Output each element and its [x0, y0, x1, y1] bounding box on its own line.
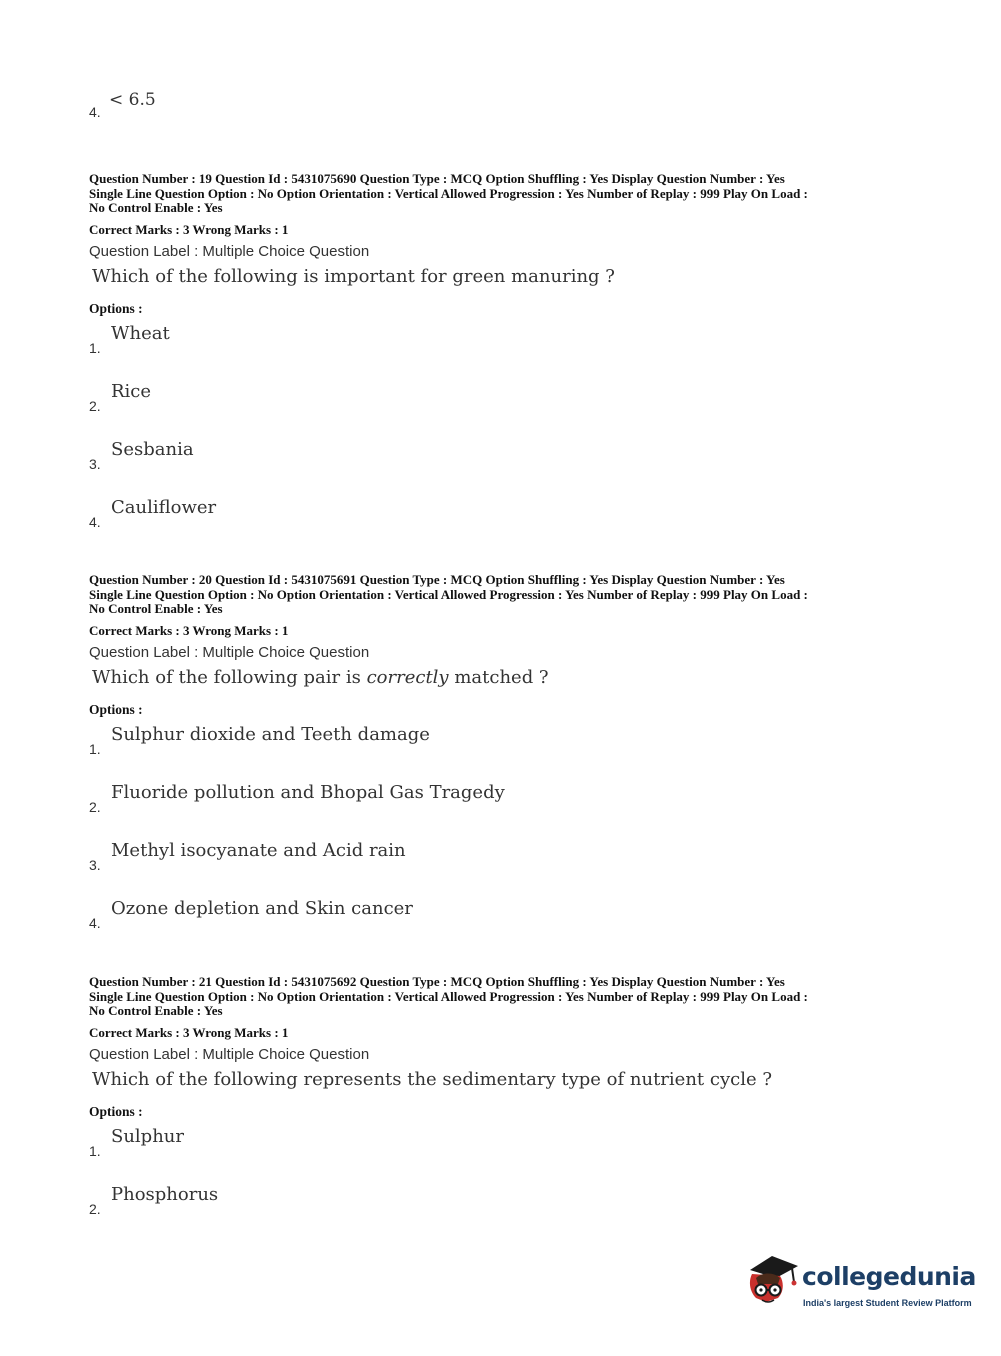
mascot-icon — [742, 1248, 802, 1312]
question-marks: Correct Marks : 3 Wrong Marks : 1 — [89, 1024, 289, 1040]
question-19 — [89, 172, 919, 555]
option-number: 2. — [89, 798, 101, 815]
meta-line: No Control Enable : Yes — [89, 1003, 223, 1018]
meta-line: No Control Enable : Yes — [89, 601, 223, 616]
option-text: Cauliflower — [111, 496, 217, 518]
option-2[interactable] — [89, 381, 919, 439]
options-list — [89, 724, 919, 956]
option-number: 3. — [89, 455, 101, 472]
option-text: Phosphorus — [111, 1183, 219, 1205]
option-text: < 6.5 — [109, 90, 156, 110]
option-text: Ozone depletion and Skin cancer — [111, 897, 413, 919]
option-3[interactable] — [89, 439, 919, 497]
options-list — [89, 323, 919, 555]
option-2[interactable] — [89, 1184, 919, 1242]
options-heading: Options : — [89, 1103, 143, 1119]
option-number: 1. — [89, 339, 101, 356]
option-number: 4. — [89, 104, 101, 120]
meta-line: Single Line Question Option : No Option Orientation : Vertical Allowed Progression : Yes Number of Replay : 999 Play On Load : — [89, 586, 808, 602]
brand-tagline: India's largest Student Review Platform — [803, 1298, 972, 1308]
question-meta — [89, 172, 919, 216]
meta-line: Question Number : 20 Question Id : 5431075691 Question Type : MCQ Option Shuffling : Yes Display Question Number : Yes — [89, 572, 785, 587]
meta-line: Question Number : 19 Question Id : 5431075690 Question Type : MCQ Option Shuffling : Yes Display Question Number : Yes — [89, 171, 785, 186]
option-text: Rice — [111, 380, 152, 402]
option-1[interactable] — [89, 724, 919, 782]
question-marks: Correct Marks : 3 Wrong Marks : 1 — [89, 221, 289, 237]
option-text: Sulphur — [111, 1125, 184, 1147]
question-meta — [89, 975, 919, 1019]
meta-line: Single Line Question Option : No Option Orientation : Vertical Allowed Progression : Yes Number of Replay : 999 Play On Load : — [89, 988, 808, 1004]
collegedunia-logo — [742, 1248, 976, 1318]
question-label: Question Label : Multiple Choice Question — [89, 1045, 370, 1063]
option-number: 4. — [89, 513, 101, 530]
option-1[interactable] — [89, 1126, 919, 1184]
option-4[interactable] — [89, 497, 919, 555]
question-text-end: matched ? — [448, 666, 549, 688]
question-text-main: Which of the following pair is — [92, 666, 367, 688]
question-marks: Correct Marks : 3 Wrong Marks : 1 — [89, 622, 289, 638]
option-text: Fluoride pollution and Bhopal Gas Tragedy — [111, 781, 505, 803]
option-2[interactable] — [89, 782, 919, 840]
option-number: 2. — [89, 1200, 101, 1217]
option-number: 1. — [89, 1142, 101, 1159]
options-heading: Options : — [89, 701, 143, 717]
option-4[interactable] — [89, 898, 919, 956]
question-text — [92, 1069, 919, 1090]
question-label: Question Label : Multiple Choice Question — [89, 643, 370, 661]
option-number: 1. — [89, 740, 101, 757]
options-list — [89, 1126, 919, 1242]
question-20 — [89, 573, 919, 956]
options-heading: Options : — [89, 300, 143, 316]
question-meta — [89, 573, 919, 617]
option-text: Sulphur dioxide and Teeth damage — [111, 723, 430, 745]
meta-line: No Control Enable : Yes — [89, 200, 223, 215]
option-1[interactable] — [89, 323, 919, 381]
question-label: Question Label : Multiple Choice Question — [89, 242, 370, 260]
option-text: Sesbania — [111, 438, 194, 460]
option-number: 2. — [89, 397, 101, 414]
option-number: 3. — [89, 856, 101, 873]
question-text — [92, 667, 919, 688]
question-text-main: Which of the following is important for green manuring ? — [92, 265, 615, 287]
option-number: 4. — [89, 914, 101, 931]
question-21 — [89, 975, 919, 1242]
question-text-emphasis: correctly — [366, 666, 449, 688]
brand-name: collegedunia — [802, 1262, 976, 1291]
option-3[interactable] — [89, 840, 919, 898]
option-text: Methyl isocyanate and Acid rain — [111, 839, 406, 861]
meta-line: Single Line Question Option : No Option Orientation : Vertical Allowed Progression : Yes Number of Replay : 999 Play On Load : — [89, 185, 808, 201]
question-text-main: Which of the following represents the sedimentary type of nutrient cycle ? — [92, 1068, 772, 1090]
question-text — [92, 266, 919, 287]
meta-line: Question Number : 21 Question Id : 5431075692 Question Type : MCQ Option Shuffling : Yes Display Question Number : Yes — [89, 974, 785, 989]
option-text: Wheat — [111, 322, 170, 344]
